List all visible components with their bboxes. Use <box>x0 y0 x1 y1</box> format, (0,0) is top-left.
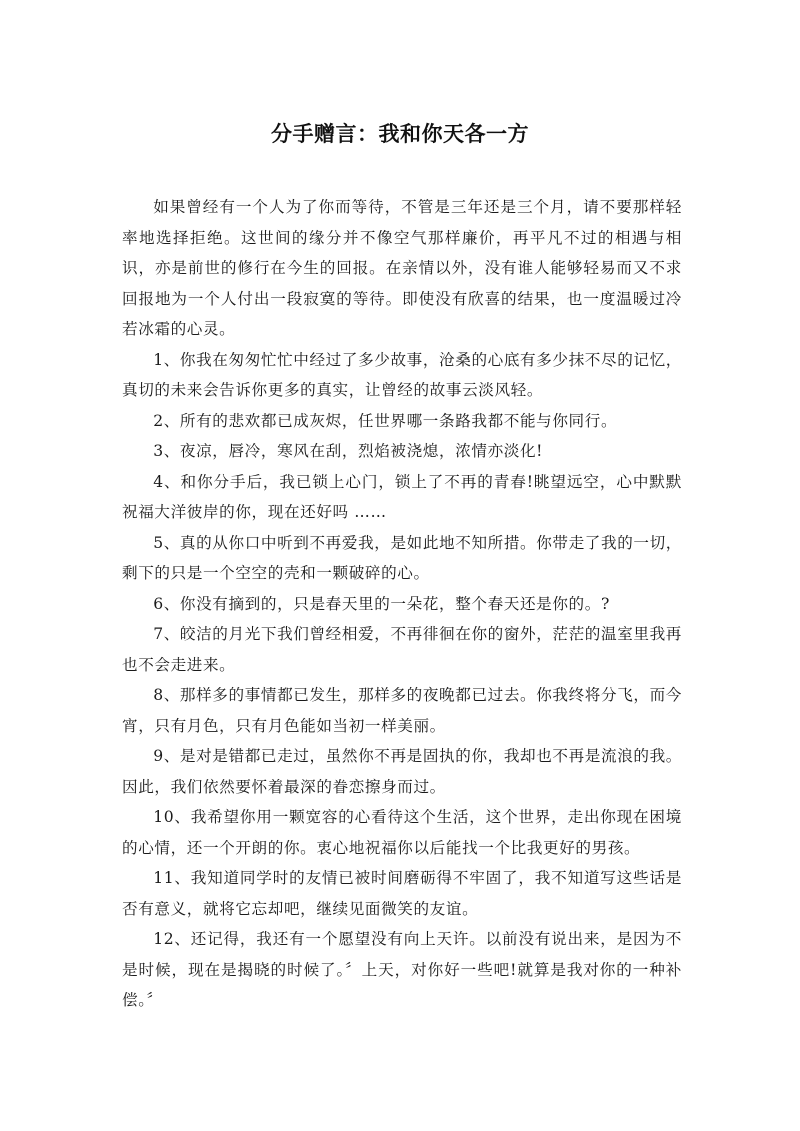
quote-item-5: 5、真的从你口中听到不再爱我，是如此地不知所措。你带走了我的一切，剩下的只是一个空空的壳和一颗破碎的心。 <box>122 533 682 582</box>
quote-item-6: 6、你没有摘到的，只是春天里的一朵花，整个春天还是你的。? <box>153 594 610 613</box>
document-title: 分手赠言：我和你天各一方 <box>271 122 529 146</box>
quote-item-11: 11、我知道同学时的友情已被时间磨砺得不牢固了，我不知道写这些话是否有意义，就将它忘却吧，继续见面微笑的友谊。 <box>122 869 682 918</box>
quote-item-2: 2、所有的悲欢都已成灰烬，任世界哪一条路我都不能与你同行。 <box>153 411 618 430</box>
quote-item-4: 4、和你分手后，我已锁上心门，锁上了不再的青春!眺望远空，心中默默祝福大洋彼岸的你，现在还好吗 …… <box>122 472 682 521</box>
quote-item-9: 9、是对是错都已走过，虽然你不再是固执的你，我却也不再是流浪的我。因此，我们依然要怀着最深的眷恋擦身而过。 <box>122 747 682 796</box>
quote-item-7: 7、皎洁的月光下我们曾经相爱，不再徘徊在你的窗外，茫茫的温室里我再也不会走进来。 <box>122 625 682 674</box>
quote-item-8: 8、那样多的事情都已发生，那样多的夜晚都已过去。你我终将分飞，而今宵，只有月色，只有月色能如当初一样美丽。 <box>122 686 682 735</box>
quote-item-10: 10、我希望你用一颗宽容的心看待这个生活，这个世界，走出你现在困境的心情，还一个开朗的你。衷心地祝福你以后能找一个比我更好的男孩。 <box>122 808 682 857</box>
intro-paragraph: 如果曾经有一个人为了你而等待，不管是三年还是三个月，请不要那样轻率地选择拒绝。这世间的缘分并不像空气那样廉价，再平凡不过的相遇与相识，亦是前世的修行在今生的回报。在亲情以外，没有谁人能够轻易而又不求回报地为一个人付出一段寂寞的等待。即使没有欣喜的结果，也一度温暖过冷若冰霜的心灵。 <box>122 198 682 338</box>
quote-item-1: 1、你我在匆匆忙忙中经过了多少故事，沧桑的心底有多少抹不尽的记忆，真切的未来会告诉你更多的真实，让曾经的故事云淡风轻。 <box>122 350 682 399</box>
document-body <box>122 192 682 1016</box>
quote-item-3: 3、夜凉，唇冷，寒风在刮，烈焰被浇熄，浓情亦淡化! <box>153 442 544 460</box>
quote-item-12: 12、还记得，我还有一个愿望没有向上天许。以前没有说出来，是因为不是时候，现在是揭晓的时候了。〞上天，对你好一些吧!就算是我对你的一种补偿。〞 <box>122 930 682 1009</box>
